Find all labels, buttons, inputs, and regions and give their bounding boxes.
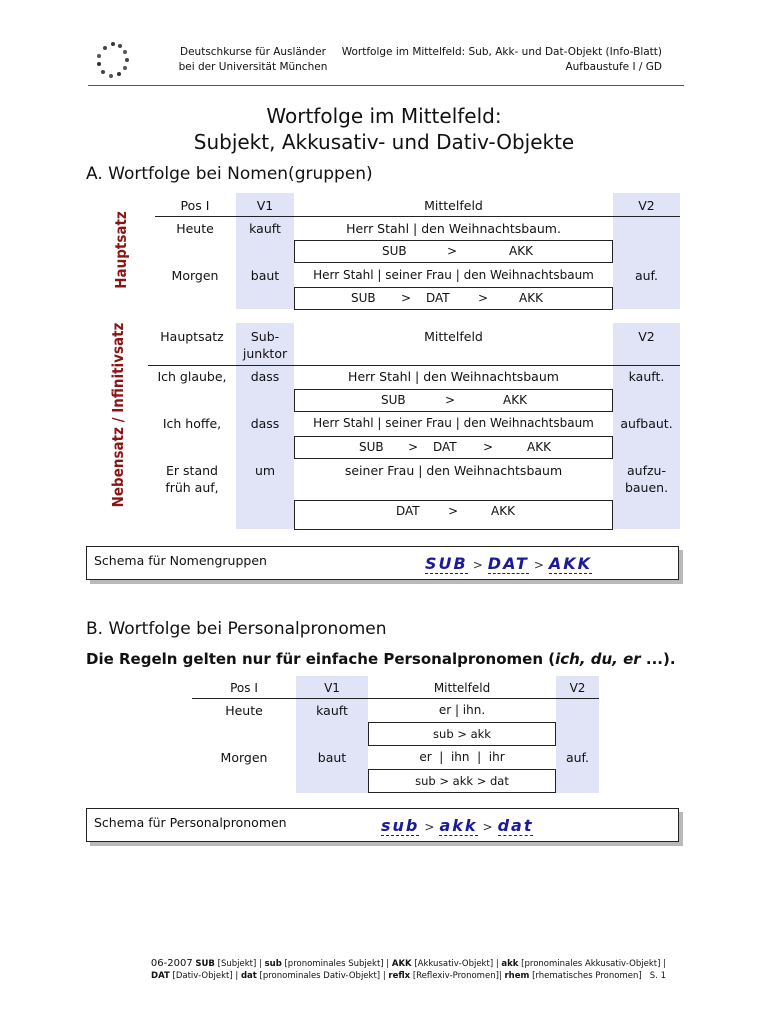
section-a-heading: A. Wortfolge bei Nomen(gruppen) [86,164,373,184]
order-box: SUB > DAT > AKK [294,287,613,310]
doc-info [340,45,662,75]
row1-v1: kauft [249,221,281,236]
order-box: SUB > DAT > AKK [294,436,613,459]
page-title-line-2: Subjekt, Akkusativ- und Dativ-Objekte [193,130,575,154]
page-number: S. 1 [649,971,666,981]
nrow2-mittelfeld: Herr Stahl | seiner Frau | den Weihnachtsbaum [313,416,594,430]
schema-personalpronomen-box [86,808,679,842]
col-header-v2: V2 [638,329,655,344]
footer-date: 06-2007 [150,958,193,969]
row2-mittelfeld: Herr Stahl | seiner Frau | den Weihnachtsbaum [313,268,594,282]
row1-pos1: Heute [176,221,214,236]
nrow1-pos1: Ich glaube, [157,369,227,384]
nrow3-mittelfeld: seiner Frau | den Weihnachtsbaum [344,463,563,478]
nrow3-v2: aufzu- bauen. [624,463,669,495]
prow1-v1: kauft [316,703,348,718]
nrow2-v2: aufbaut. [620,416,673,431]
table-header-rule [155,216,680,217]
prow2-v2: auf. [565,750,590,765]
prow2-pos1: Morgen [220,750,268,765]
schema-label: Schema für Personalpronomen [94,815,287,830]
schema-formula: sub > akk > dat [381,816,534,835]
section-b-rule: Die Regeln gelten nur für einfache Personalpronomen (ich, du, er ...). [86,650,676,668]
col-header-v2: V2 [638,198,655,213]
col-header-pos1: Pos I [230,681,258,695]
col-header-mittelfeld: Mittelfeld [424,198,483,213]
col-header-v2: V2 [569,681,586,695]
prow2-v1: baut [317,750,347,765]
col-header-mittelfeld: Mittelfeld [433,681,491,695]
col-header-subjunktor: Sub- junktor [242,329,288,361]
nrow3-v1: um [254,463,276,478]
nebensatz-side-label: Nebensatz / Infinitivsatz [109,322,127,508]
nrow2-v1: dass [250,416,280,431]
order-box: DAT > AKK [294,500,613,530]
row1-mittelfeld: Herr Stahl | den Weihnachtsbaum. [346,221,561,236]
org-line-1: Deutschkurse für Ausländer [180,46,326,58]
org-name [168,45,338,75]
prow2-mittelfeld: er | ihn | ihr [419,750,505,764]
nrow1-mittelfeld: Herr Stahl | den Weihnachtsbaum [348,369,559,384]
nrow1-v1: dass [250,369,280,384]
col-header-v1: V1 [256,198,274,213]
col-header-mittelfeld: Mittelfeld [424,329,483,344]
footer-legend: 06-2007 SUB [Subjekt] | sub [pronominales Subjekt] | AKK [Akkusativ-Objekt] | akk [pronominales Akkusativ-Objekt] | DAT [Dativ-Objekt] | dat [pronominales Dativ-Objekt] | reflx [Reflexiv-Pronomen]| rhem [rhematisches Pronomen] S. 1 [150,958,666,981]
row2-v2: auf. [634,268,659,283]
page-title-line-1: Wortfolge im Mittelfeld: [266,104,502,128]
header-divider [88,85,684,86]
section-b-heading: B. Wortfolge bei Personalpronomen [86,619,387,639]
col-header-pos1: Pos I [180,198,210,213]
table-header-rule [192,698,599,699]
doc-level-line: Aufbaustufe I / GD [565,61,662,73]
table-header-rule [148,365,680,366]
university-logo [94,40,132,82]
prow1-mittelfeld: er | ihn. [438,703,486,717]
row2-pos1: Morgen [171,268,219,283]
order-box: sub > akk > dat [368,769,556,793]
order-box: SUB > AKK [294,389,613,412]
nrow3-pos1: Er stand früh auf, [165,463,219,495]
nrow2-pos1: Ich hoffe, [162,416,222,431]
schema-nomengruppen-box [86,546,679,580]
doc-title-line: Wortfolge im Mittelfeld: Sub, Akk- und Dat-Objekt (Info-Blatt) [341,46,662,58]
org-line-2: bei der Universität München [178,61,328,73]
nrow1-v2: kauft. [628,369,665,384]
schema-formula: SUB > DAT > AKK [425,554,593,573]
row2-v1: baut [250,268,280,283]
col-header-v1: V1 [324,681,340,695]
schema-label: Schema für Nomengruppen [94,553,267,568]
order-box: sub > akk [368,722,556,746]
prow1-pos1: Heute [225,703,263,718]
hauptsatz-side-label: Hauptsatz [112,211,130,289]
order-box: SUB > AKK [294,240,613,263]
col-header-hauptsatz: Hauptsatz [160,329,224,344]
